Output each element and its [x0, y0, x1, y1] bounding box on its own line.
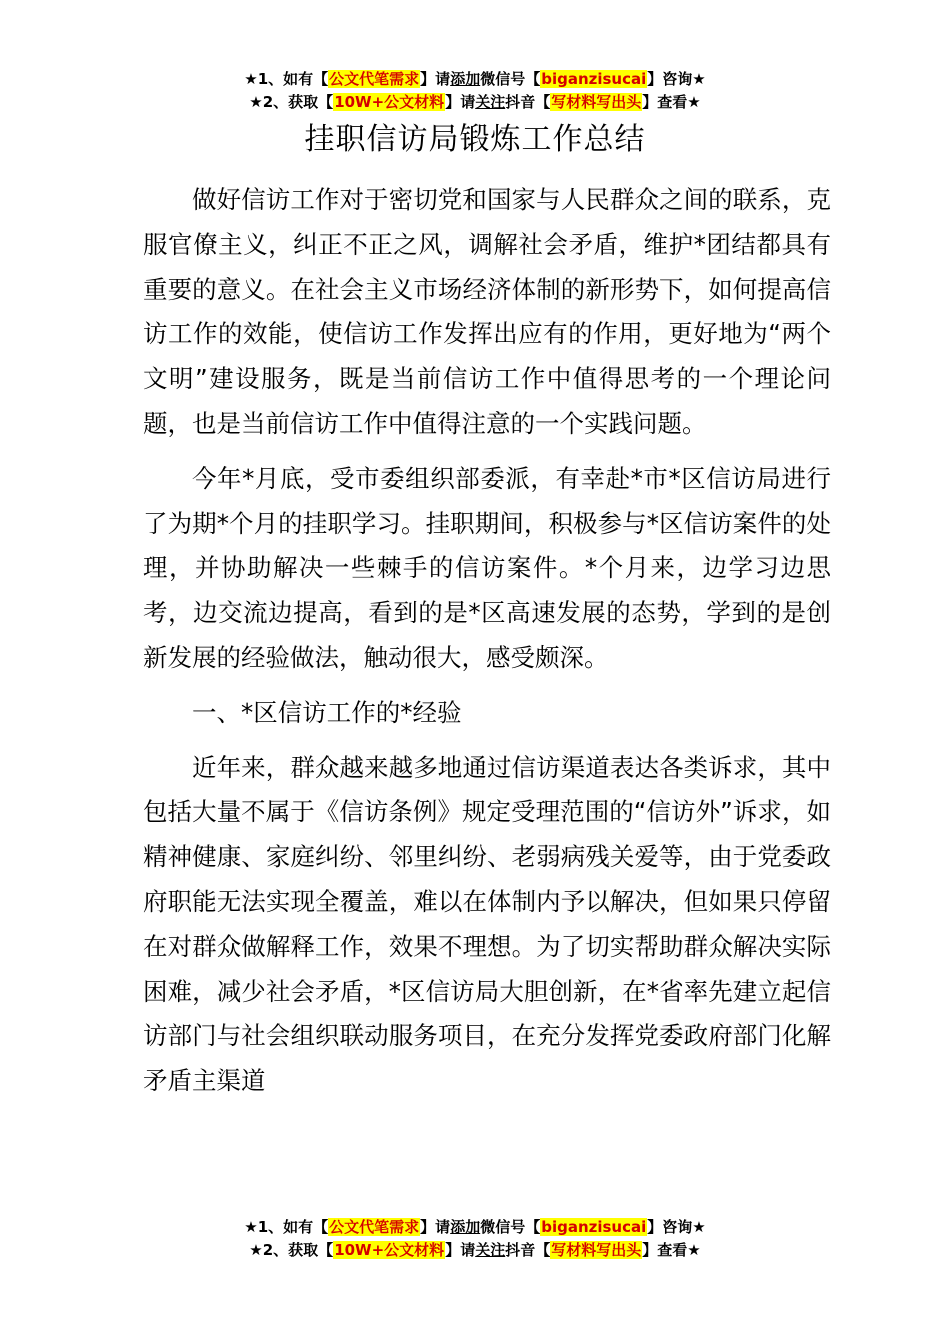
banner-text: ★2、获取【 — [249, 1241, 334, 1259]
banner-underlined-text: 添加 — [450, 1218, 481, 1236]
banner-text: 】咨询★ — [647, 1218, 706, 1236]
footer-banner — [0, 1216, 950, 1262]
banner-highlight: 10W+公文材料 — [334, 93, 445, 111]
banner-highlight: biganzisucai — [541, 70, 647, 88]
banner-line-2 — [0, 1239, 950, 1262]
banner-highlight: 写材料写出头 — [551, 93, 642, 111]
banner-highlight: 写材料写出头 — [551, 1241, 642, 1259]
banner-text: 抖音【 — [505, 1241, 551, 1259]
banner-text: ★2、获取【 — [249, 93, 334, 111]
banner-text: 】请 — [445, 93, 476, 111]
banner-text: 微信号【 — [480, 70, 541, 88]
banner-line-1 — [0, 68, 950, 91]
banner-highlight: biganzisucai — [541, 1218, 647, 1236]
banner-text: ★1、如有【 — [244, 70, 329, 88]
header-banner — [0, 68, 950, 114]
banner-text: 】请 — [420, 70, 451, 88]
banner-underlined-text: 关注 — [475, 1241, 506, 1259]
paragraph: 今年*月底，受市委组织部委派，有幸赴*市*区信访局进行了为期*个月的挂职学习。挂职期间，积极参与*区信访案件的处理，并协助解决一些棘手的信访案件。*个月来，边学习边思考，边交流边提高，看到的是*区高速发展的态势，学到的是创新发展的经验做法，触动很大，感受颇深。 — [143, 463, 831, 672]
banner-highlight: 公文代笔需求 — [329, 70, 420, 88]
banner-text: ★1、如有【 — [244, 1218, 329, 1236]
banner-highlight: 公文代笔需求 — [329, 1218, 420, 1236]
section-heading: 一、*区信访工作的*经验 — [192, 697, 462, 727]
banner-text: 】查看★ — [642, 1241, 701, 1259]
document-body — [143, 178, 831, 1114]
banner-text: 】查看★ — [642, 93, 701, 111]
document-title: 挂职信访局锻炼工作总结 — [304, 122, 646, 157]
banner-text: 抖音【 — [505, 93, 551, 111]
banner-underlined-text: 添加 — [450, 70, 481, 88]
banner-text: 】咨询★ — [647, 70, 706, 88]
banner-line-2 — [0, 91, 950, 114]
banner-text: 】请 — [420, 1218, 451, 1236]
banner-underlined-text: 关注 — [475, 93, 506, 111]
banner-text: 】请 — [445, 1241, 476, 1259]
paragraph: 近年来，群众越来越多地通过信访渠道表达各类诉求，其中包括大量不属于《信访条例》规定受理范围的“信访外”诉求，如精神健康、家庭纠纷、邻里纠纷、老弱病残关爱等，由于党委政府职能无法实现全覆盖，难以在体制内予以解决，但如果只停留在对群众做解释工作，效果不理想。为了切实帮助群众解决实际困难，减少社会矛盾，*区信访局大胆创新，在*省率先建立起信访部门与社会组织联动服务项目，在充分发挥党委政府部门化解矛盾主渠道 — [143, 752, 831, 1096]
paragraph: 做好信访工作对于密切党和国家与人民群众之间的联系，克服官僚主义，纠正不正之风，调解社会矛盾，维护*团结都具有重要的意义。在社会主义市场经济体制的新形势下，如何提高信访工作的效能，使信访工作发挥出应有的作用，更好地为“两个文明”建设服务，既是当前信访工作中值得思考的一个理论问题，也是当前信访工作中值得注意的一个实践问题。 — [143, 185, 831, 438]
banner-line-1 — [0, 1216, 950, 1239]
banner-highlight: 10W+公文材料 — [334, 1241, 445, 1259]
banner-text: 微信号【 — [480, 1218, 541, 1236]
